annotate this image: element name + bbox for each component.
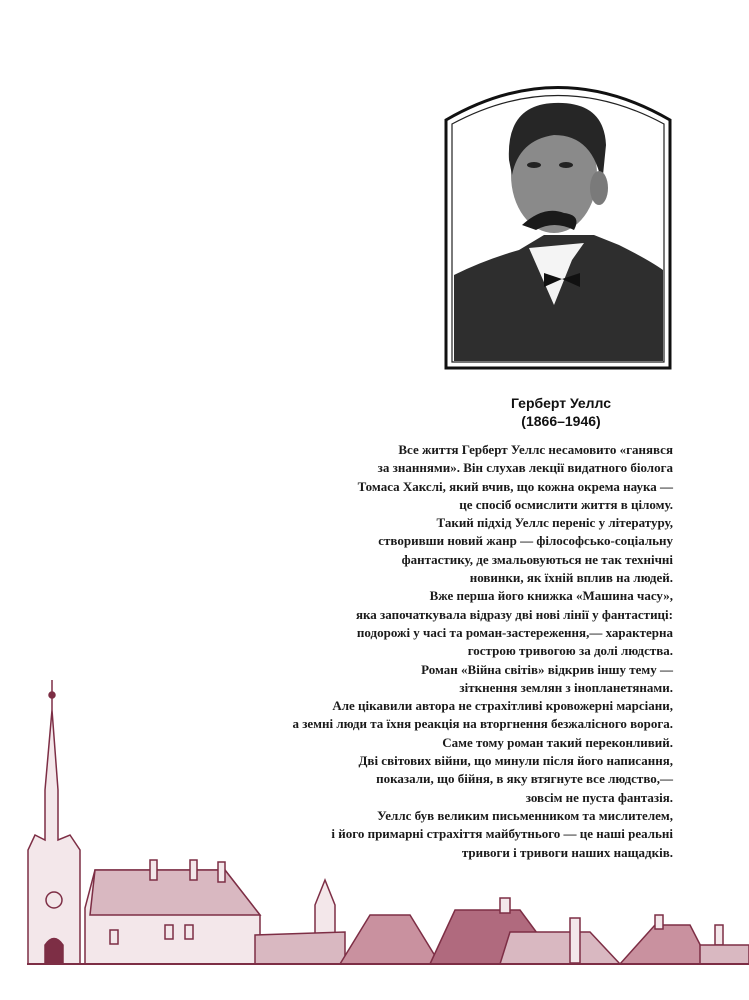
bio-line: і його примарні страхіття майбутнього — це наші реальні: [331, 826, 673, 842]
bio-line: тривоги і тривоги наших нащадків.: [461, 844, 673, 860]
bio-line: новинки, як їхній вплив на людей.: [469, 570, 673, 586]
bio-line: зіткнення землян з інопланетянами.: [459, 679, 673, 695]
bio-line: а земні люди та їхня реакція на вторгнення безжалісного ворога.: [292, 716, 673, 732]
bio-line: за знаннями». Він слухав лекції видатного біолога: [377, 460, 673, 476]
bio-line: це спосіб осмислити життя в цілому.: [459, 496, 673, 512]
bio-line: Уеллс був великим письменником та мислителем,: [377, 807, 673, 823]
bio-line: Такий підхід Уеллс переніс у літературу,: [436, 515, 673, 531]
bio-line: Але цікавили автора не страхітливі кровожерні марсіани,: [332, 698, 673, 714]
author-years: (1866–1946): [521, 413, 601, 429]
bio-line: Все життя Герберт Уеллс несамовито «ганявся: [398, 442, 673, 457]
town-skyline-illustration: [0, 670, 749, 970]
bio-line: показали, що бійня, в яку втягнуте все людство,—: [376, 771, 673, 787]
bio-line: Вже перша його книжка «Машина часу»,: [429, 588, 673, 604]
author-portrait: [444, 65, 672, 370]
bio-line: фантастику, де змальовуються не так технічні: [401, 551, 673, 567]
bio-line: Томаса Хакслі, який вчив, що кожна окрема наука —: [357, 478, 673, 494]
author-name: Герберт Уеллс: [510, 395, 612, 411]
bio-line: подорожі у часі та роман-застереження,— характерна: [356, 624, 673, 640]
portrait-caption: [450, 394, 672, 430]
bio-line: Саме тому роман такий переконливий.: [442, 734, 673, 750]
bio-line: гострою тривогою за долі людства.: [467, 643, 673, 659]
bio-line: яка започаткувала відразу дві нові лінії у фантастиці:: [355, 606, 673, 622]
bio-line: Дві світових війни, що минули після його написання,: [358, 753, 673, 769]
bio-line: створивши новий жанр — філософсько-соціальну: [378, 533, 673, 549]
bio-line: Роман «Війна світів» відкрив іншу тему —: [421, 661, 673, 677]
bio-line: зовсім не пуста фантазія.: [525, 789, 673, 805]
